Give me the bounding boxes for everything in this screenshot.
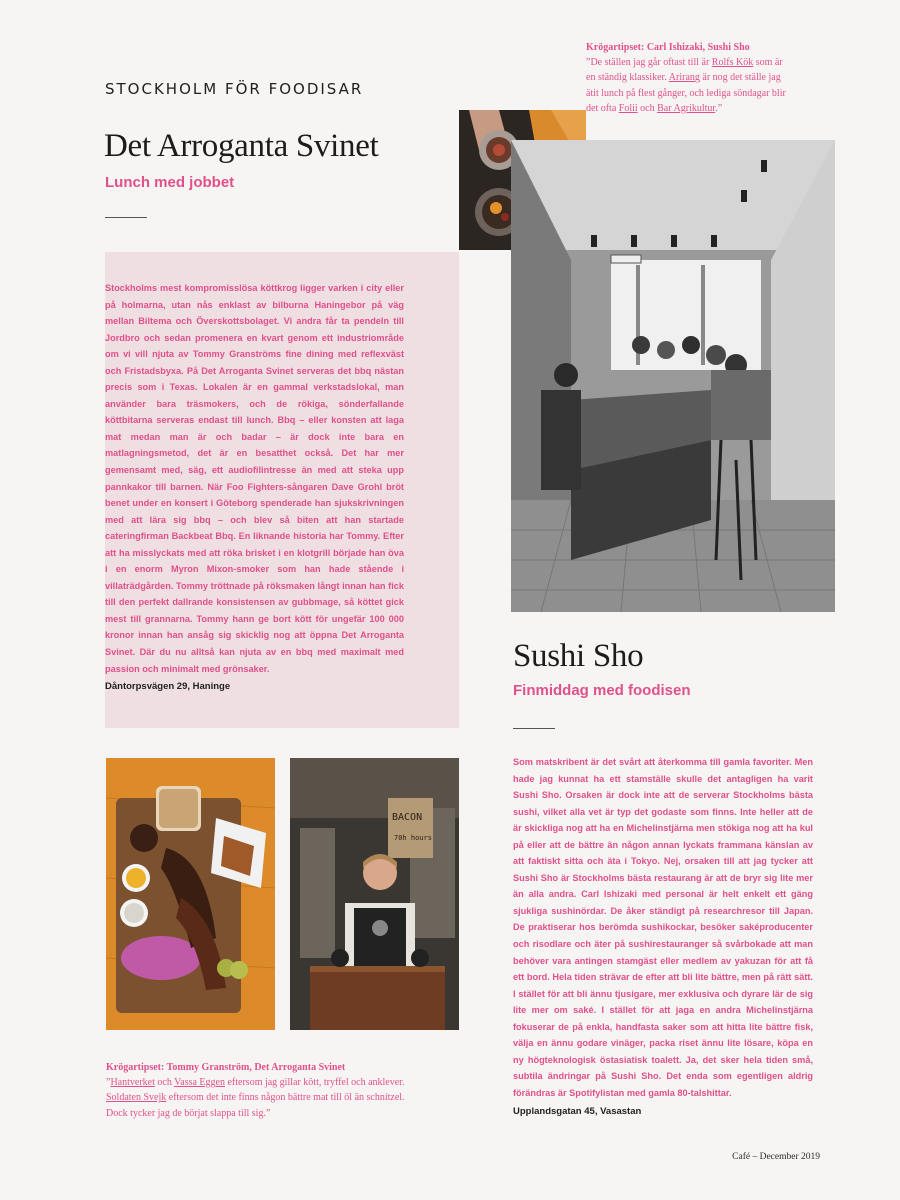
chef-tip-ishizaki (586, 40, 791, 116)
address-svinet: Dåntorpsvägen 29, Haninge (105, 681, 231, 692)
tip-link-folii[interactable]: Folii (618, 102, 638, 114)
article-body-sushi-sho: Som matskribent är det svårt att återkomma till gamla favoriter. Men hade jag kunnat ha ett stamställe skulle det antagligen ha varit Sushi Sho. Orsaken är dock inte att de serverar Stockholms bästa sushi, vilket alla vet är typ det godaste som finns. Inte heller att de är skickliga nog att ha en Michelinstjärna men stökiga nog att ha kul på eller att de bättre än någon annan lyckats frammana känslan av att faktiskt sitta och äta i Tokyo. Nej, orsaken till att jag tycker att Sushi Sho är Stockholms bästa restaurang är att de bryr sig lite mer än alla andra. Carl Ishizaki med personal är helt enkelt ett gäng sjukliga sushinördar. De åker ständigt på researchresor till Japan. De praktiserar hos berömda sushikockar, besöker saképroducenter och risodlare och äter på sushirestauranger så svårbokade att man behöver vara antingen stamgäst eller medlem av yakuzan för att få ett bord. Hela tiden strävar de efter att bli lite bättre, men på rätt sätt. I stället för att bli ännu tjusigare, mer exklusiva och dyrare lär de sig lite mer om saké. I stället för att jaga en andra Michelinstjärna fokuserar de på enkla, handfasta saker som att hitta lite bättre fisk, välja en ännu godare vinäger, packa riset ännu lite lösare, köpa en ny högteknologisk östasiatisk toalett. Ja, det sker hela tiden små, subtila ändringar på Sushi Sho. Det enda som egentligen aldrig förändras är Spotifylistan med gamla 80-talshittar. (513, 757, 813, 1098)
tip-text: eftersom jag gillar kött, tryffel och anklever. (224, 1077, 405, 1089)
article-title-sushi-sho: Sushi Sho (513, 638, 644, 674)
tip-text: ”De ställen jag går oftast till är (586, 57, 712, 69)
chef-tip-granstrom (106, 1060, 424, 1121)
divider-rule (105, 217, 147, 218)
photo-sushi-sho-interior (511, 140, 835, 612)
page-footer: Café – December 2019 (732, 1152, 820, 1162)
tip-text: och (154, 1077, 175, 1089)
tip-text: som är en ständig klassiker. (586, 57, 783, 84)
tip-link-vassa-eggen[interactable]: Vassa Eggen (174, 1077, 225, 1089)
photo-chef (290, 758, 459, 1030)
article-body-svinet: Stockholms mest kompromisslösa köttkrog ligger varken i city eller på holmarna, utan nås enklast av bilburna Haningebor på väg mellan Biltema och Överskottsbolaget. Vi andra får ta pendeln till Jordbro och sedan promenera en kvart genom ett industriområde om vi vill njuta av Tommy Granströms fine dining med reflexväst och Fristadsbyxa. På Det Arroganta Svinet serveras det bbq nästan precis som i Texas. Lokalen är en gammal verkstadslokal, man använder bara träsmokers, och de rökiga, sönderfallande köttbitarna serveras endast till lunch. Bbq – eller konsten att laga mat medan man är och badar – är dock inte bara en matlagningsmetod, det är en besatthet också. Det har mer gemensamt med, säg, ett audiofilintresse än med att steka upp pannkakor till barnen. När Foo Fighters-sångaren Dave Grohl bröt benet under en konsert i Göteborg spenderade han sjukskrivningen med att lära sig bbq – och blev så biten att han startade cateringfirman Backbeat Bbq. En liknande historia har Tommy. Efter att ha misslyckats med att röka brisket i en klotgrill började han öva i en enorm Myron Mixon-smoker som han hade stående i villaträdgården. Tommy tröttnade på röksmaken långt innan han fick till den perfekt dallrande konsistensen av gubbmage, så köttet gick mest till grannarna. Tommy hann ge bort kött för ungefär 100 000 kronor innan han ansåg sig skicklig nog att öppna Det Arroganta Svinet. Där du nu alltså kan njuta av en bbq med maximalt med passion och minimalt med grönsaker. (105, 283, 404, 674)
article-title-svinet: Det Arroganta Svinet (104, 128, 379, 164)
section-kicker: STOCKHOLM FÖR FOODISAR (105, 80, 364, 98)
article-subtitle-sushi-sho: Finmiddag med foodisen (513, 682, 691, 699)
tip-text: är nog det ställe jag ätit lunch på flest gånger, och lediga söndagar blir det ofta (586, 72, 786, 114)
tip-text: och (637, 102, 658, 114)
tip-text: .” (715, 102, 723, 114)
tip-link-hantverket[interactable]: Hantverket (110, 1077, 155, 1089)
sign-hours: 70h hours (394, 834, 432, 842)
tip-author: Krögartipset: Carl Ishizaki, Sushi Sho (586, 42, 750, 53)
tip-author: Krögartipset: Tommy Granström, Det Arroganta Svinet (106, 1062, 346, 1073)
tip-link-bar-agrikultur[interactable]: Bar Agrikultur (657, 102, 716, 114)
tip-text: eftersom det inte finns någon bättre mat till öl än schnitzel. Dock tycker jag de börjat slappa till sig.” (106, 1092, 405, 1119)
tip-text: ” (106, 1077, 111, 1089)
address-sushi-sho: Upplandsgatan 45, Vasastan (513, 1106, 642, 1117)
sign-bacon: BACON (392, 812, 423, 823)
photo-bbq-platter (106, 758, 275, 1030)
article-subtitle-svinet: Lunch med jobbet (105, 174, 235, 191)
tip-link-rolfs-kok[interactable]: Rolfs Kök (711, 57, 754, 69)
tip-link-soldaten-svejk[interactable]: Soldaten Svejk (106, 1092, 167, 1104)
divider-rule (513, 728, 555, 729)
tip-link-arirang[interactable]: Arirang (668, 72, 700, 84)
